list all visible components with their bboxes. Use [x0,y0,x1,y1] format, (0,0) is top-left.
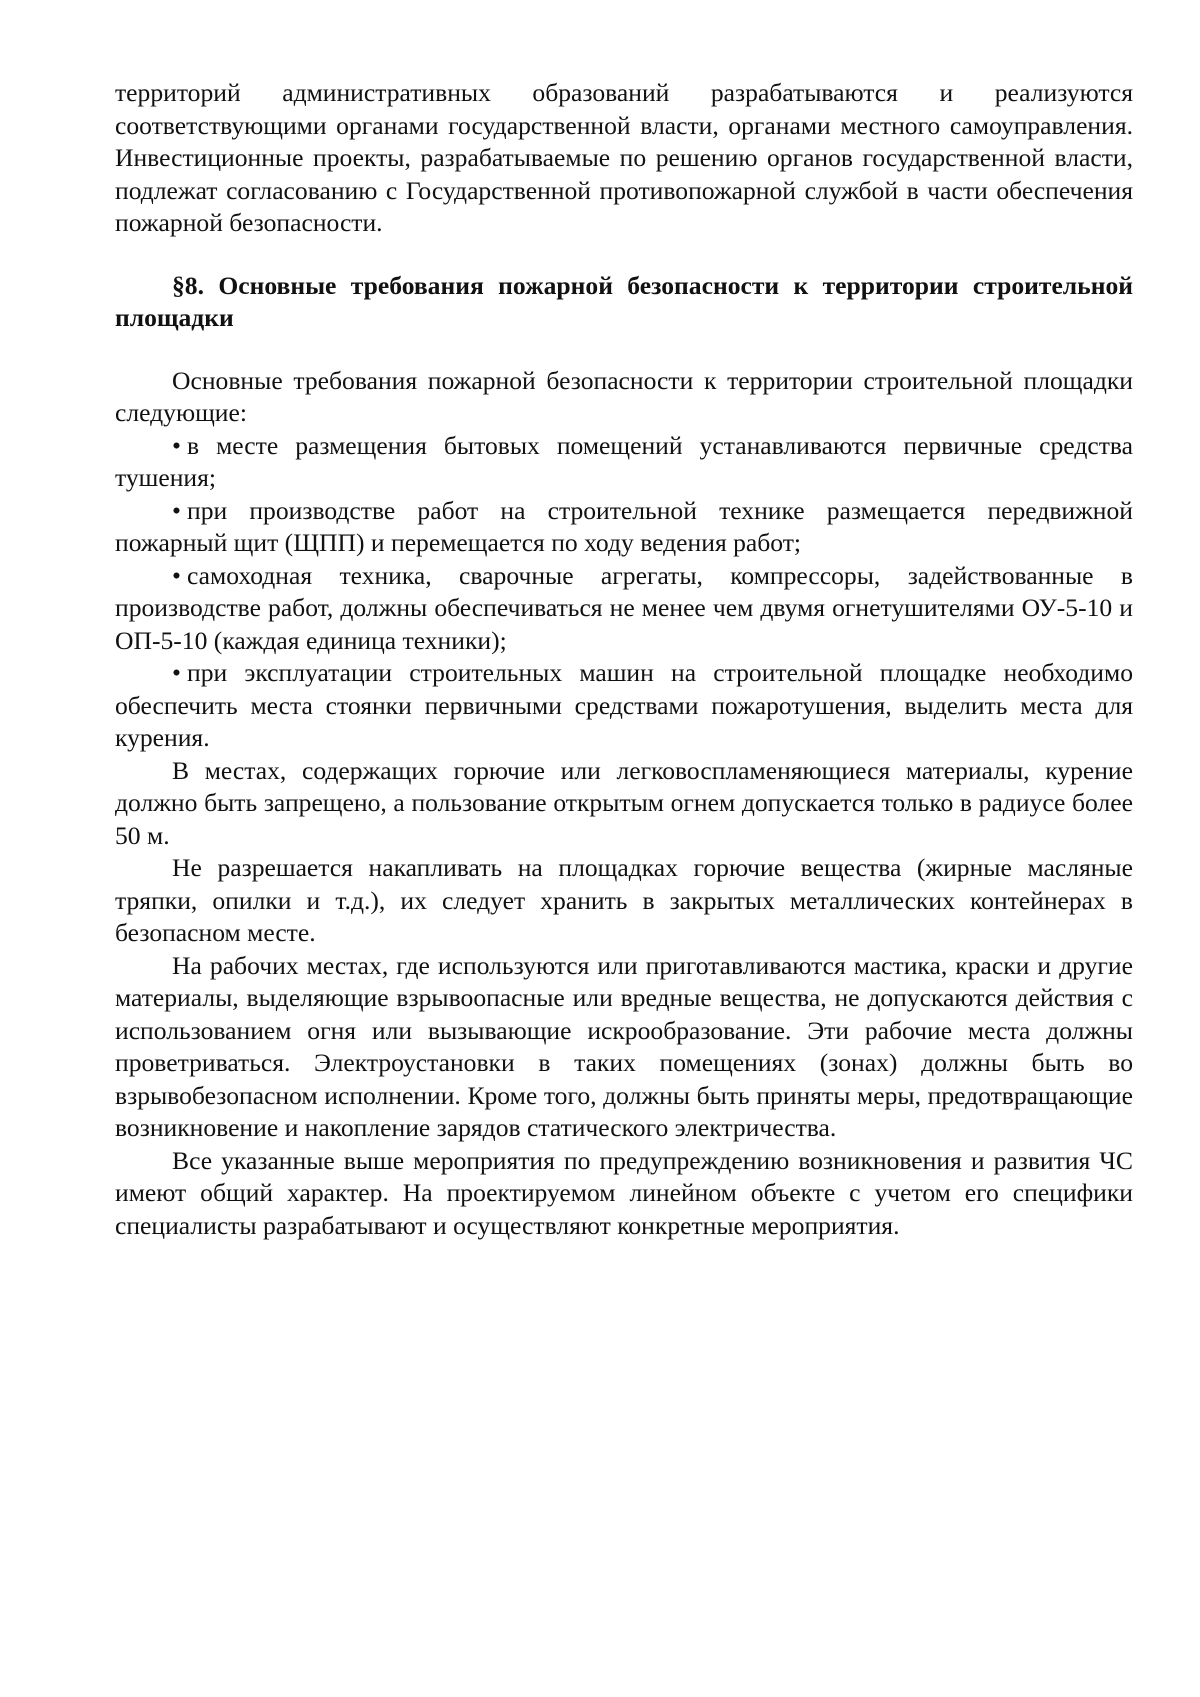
bullet-icon: • [172,560,181,590]
body-paragraph-storage: Не разрешается накапливать на площадках горючие вещества (жирные масляные тряпки, опилки и т.д.), их следует хранить в закрытых металлических контейнерах в безопасном месте. [115,853,1133,947]
lead-paragraph: Основные требования пожарной безопасности к территории строительной площадки следующие: [115,365,1133,427]
bullet-text: при производстве работ на строительной технике размещается передвижной пожарный щит (ЩПП) и перемещается по ходу ведения работ; [115,495,1133,557]
bullet-icon: • [172,495,181,525]
bullet-item-3 [115,560,1133,658]
bullet-text: при эксплуатации строительных машин на строительной площадке необходимо обеспечить места стоянки первичными средствами пожаротушения, выделить места для курения. [115,658,1133,752]
bullet-item-4 [115,657,1133,755]
body-paragraph-workplaces: На рабочих местах, где используются или приготавливаются мастика, краски и другие материалы, выделяющие взрывоопасные или вредные вещества, не допускаются действия с использованием огня или вызывающие искрообразование. Эти рабочие места должны проветриваться. Электроустановки в таких помещениях (зонах) должны быть во взрывобезопасном исполнении. Кроме того, должны быть приняты меры, предотвращающие возникновение и накопление зарядов статического электричества. [115,950,1133,1142]
bullet-item-1 [115,430,1133,495]
section-heading: §8. Основные требования пожарной безопасности к территории строительной площадки [115,270,1133,332]
body-paragraph-smoking: В местах, содержащих горючие или легковоспламеняющиеся материалы, курение должно быть запрещено, а пользование открытым огнем допускается только в радиусе более 50 м. [115,755,1133,850]
bullet-text: в месте размещения бытовых помещений устанавливаются первичные средства тушения; [115,430,1133,492]
bullet-icon: • [172,658,181,687]
intro-paragraph: территорий административных образований разрабатываются и реализуются соответствующими органами государственной власти, органами местного самоуправления. Инвестиционные проекты, разрабатываемые по решению органов государственной власти, подлежат согласованию с Государственной противопожарной службой в части обеспечения пожарной безопасности. [115,78,1133,237]
document-body [115,77,1133,1242]
bullet-icon: • [172,430,181,460]
bullet-text: самоходная техника, сварочные агрегаты, компрессоры, задействованные в производстве работ, должны обеспечиваться не менее чем двумя огнетушителями ОУ-5-10 и ОП-5-10 (каждая единица техники); [115,560,1133,655]
body-paragraph-summary: Все указанные выше мероприятия по предупреждению возникновения и развития ЧС имеют общий характер. На проектируемом линейном объекте с учетом его специфики специалисты разрабатывают и осуществляют конкретные мероприятия. [115,1145,1133,1240]
bullet-item-2 [115,495,1133,560]
